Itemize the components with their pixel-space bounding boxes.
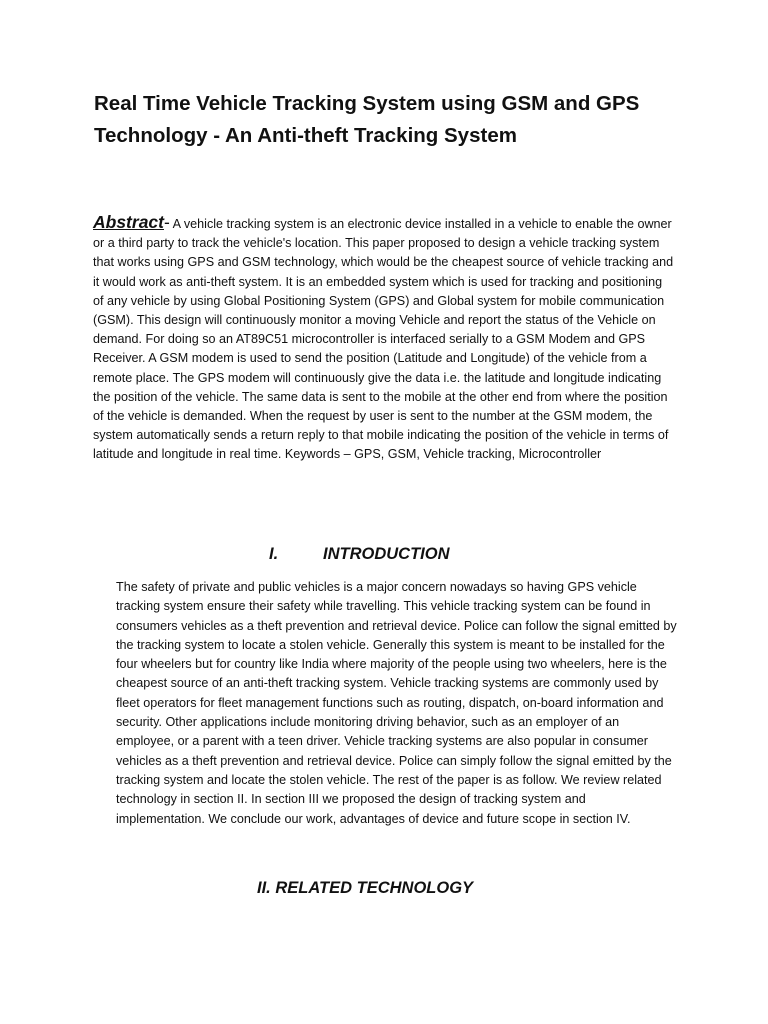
abstract-heading: Abstract xyxy=(93,212,164,232)
introduction-paragraph: The safety of private and public vehicles is a major concern nowadays so having GPS vehicle tracking system ensure their safety while travelling. This vehicle tracking system can be found in consumers vehicles as a theft prevention and retrieval device. Police can follow the signal emitted by the tracking system to locate a stolen vehicle. Generally this system is meant to be installed for the four wheelers but for country like India where majority of the people using two wheelers, here is the cheapest source of an anti-theft tracking system. Vehicle tracking systems are commonly used by fleet operators for fleet management functions such as routing, dispatch, on-board information and security. Other applications include monitoring driving behavior, such as an employer of an employee, or a parent with a teen driver. Vehicle tracking systems are also popular in consumer vehicles as a theft prevention and retrieval device. Police can simply follow the signal emitted by the tracking system and locate the stolen vehicle. The rest of the paper is as follow. We review related technology in section II. In section III we proposed the design of tracking system and implementation. We conclude our work, advantages of device and future scope in section IV. xyxy=(116,580,677,826)
section-heading-related-technology: II. RELATED TECHNOLOGY xyxy=(257,879,474,897)
abstract-text: A vehicle tracking system is an electronic device installed in a vehicle to enable the owner or a third party to track the vehicle's location. This paper proposed to design a vehicle tracking system that works using GPS and GSM technology, which would be the cheapest source of vehicle tracking and it would work as anti-theft system. It is an embedded system which is used for tracking and positioning of any vehicle by using Global Positioning System (GPS) and Global system for mobile communication (GSM). This design will continuously monitor a moving Vehicle and report the status of the Vehicle on demand. For doing so an AT89C51 microcontroller is interfaced serially to a GSM Modem and GPS Receiver. A GSM modem is used to send the position (Latitude and Longitude) of the vehicle from a remote place. The GPS modem will continuously give the data i.e. the latitude and longitude indicating the position of the vehicle. The same data is sent to the mobile at the other end from where the position of the vehicle is demanded. When the request by user is sent to the number at the GSM modem, the system automatically sends a return reply to that mobile indicating the position of the vehicle in terms of latitude and longitude in real time. Keywords – GPS, GSM, Vehicle tracking, Microcontroller xyxy=(93,217,674,462)
abstract-paragraph xyxy=(93,213,675,465)
section-title: INTRODUCTION xyxy=(323,545,450,563)
section-number: I. xyxy=(269,545,279,563)
abstract-dash: - xyxy=(164,212,170,232)
section-heading-introduction xyxy=(269,545,450,564)
paper-title: Real Time Vehicle Tracking System using GSM and GPS Technology - An Anti-theft Tracking System xyxy=(94,92,640,147)
